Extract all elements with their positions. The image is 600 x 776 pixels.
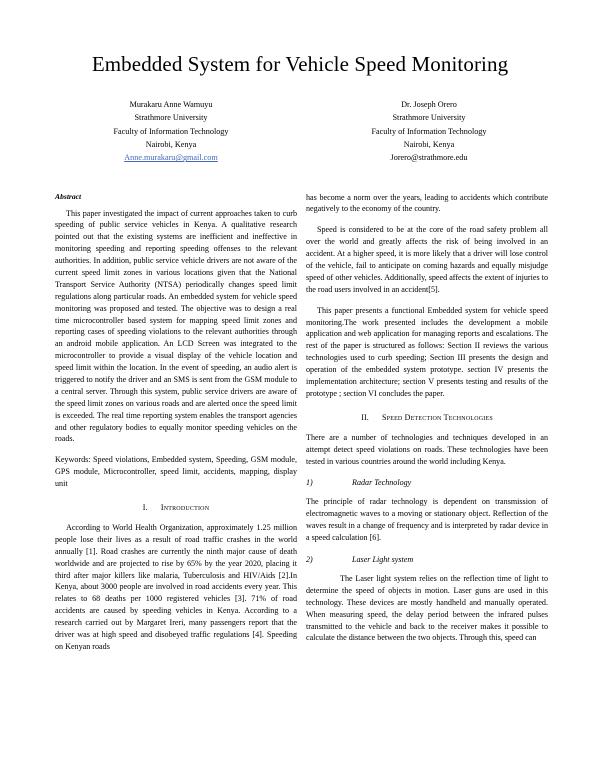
author-city: Nairobi, Kenya bbox=[403, 139, 455, 149]
page-title: Embedded System for Vehicle Speed Monitoring bbox=[91, 52, 509, 76]
technologies-paragraph: There are a number of technologies and techniques developed in an attempt detect speed violations on roads. These technologies have been tested in various countries around the world including Kenya. bbox=[306, 432, 548, 466]
keywords-text: Keywords: Speed violations, Embedded system, Speeding, GSM module, GPS module, Microcontroller, speed limit, accidents, mapping, display unit bbox=[55, 455, 297, 489]
section-number: I. bbox=[142, 503, 148, 513]
introduction-paragraph: According to World Health Organization, approximately 1.25 million people lose their lives as a result of road traffic crashes in the world annually [1]. Road crashes are currently the ninth major cause of death worldwide and are projected to rise by 65% by the year 2020, placing it third after major killers like malaria, Tuberculosis and HIV/Aids [2].In Kenya, about 3000 people are involved in road accidents every year. This relates to 68 deaths per 1000 registered vehicles [3]. 71% of road accidents are caused by speeding vehicles in Kenya. According to a research carried out by Margaret Ireri, many passengers report that the driver was at high speed and disobeyed traffic regulations [4]. Speeding on Kenyan roads bbox=[55, 523, 297, 651]
section-title: Speed Detection Technologies bbox=[382, 412, 493, 422]
section-number: II. bbox=[361, 412, 370, 422]
left-column bbox=[55, 192, 297, 662]
paper-structure-paragraph: This paper presents a functional Embedded system for vehicle speed monitoring.The work presented includes the development a mobile application and web application for managing reports and escalations. The rest of the paper is structured as follows: Section II reviews the various technologies used to curb speeding; Section III presents the design and operation of the embedded system prototype. section IV presents the implementation architecture; section V presents testing and results of the prototype ; section VI concludes the paper. bbox=[306, 305, 548, 398]
author-block-right bbox=[304, 98, 554, 164]
laser-light-paragraph: The Laser light system relies on the reflection time of light to determine the speed of objects in motion. Laser guns are used in this technology. These devices are mostly handheld and manually operated. When measuring speed, the delay period between the infrared pulses transmitted to the vehicle and back to the receiver makes it possible to calculate the distance between the two objects. Through this, speed can bbox=[306, 574, 548, 643]
author-faculty: Faculty of Information Technology bbox=[113, 126, 229, 136]
author-email-link[interactable]: Anne.murakaru@gmail.com bbox=[124, 153, 218, 163]
author-affiliation: Strathmore University bbox=[134, 113, 208, 123]
author-name: Murakaru Anne Wamuyu bbox=[129, 100, 213, 110]
subsection-number: 1) bbox=[306, 478, 313, 488]
subsection-title: Laser Light system bbox=[352, 555, 414, 565]
author-city: Nairobi, Kenya bbox=[145, 139, 197, 149]
author-block-left bbox=[46, 98, 296, 164]
author-faculty: Faculty of Information Technology bbox=[371, 126, 487, 136]
section-heading-speed-detection bbox=[306, 413, 548, 422]
subsection-heading-laser bbox=[306, 555, 548, 564]
author-list bbox=[0, 76, 600, 164]
author-name: Dr. Joseph Orero bbox=[401, 100, 457, 110]
abstract-label: Abstract bbox=[55, 191, 82, 201]
right-column bbox=[306, 192, 548, 662]
abstract-text: This paper investigated the impact of current approaches taken to curb speeding of public service vehicles in Kenya. A qualitative research pointed out that the existing systems are inefficient and ineffective in monitoring speeding and reporting speeding offenses to the relevant authorities. In addition, public service vehicle drivers are not aware of the current speed limit zones in various locations given that the National Transport Service Authority (NTSA) periodically changes speed limit regulations along particular roads. An embedded system for vehicle speed monitoring was proposed and tested. The objective was to design a real time microcontroller based system for mapping speed limit zones and reporting cases of speeding violations to the relevant authorities through an android mobile application. An LCD Screen was integrated to the microcontroller to provide a visual display of the vehicle location and speed limit within the location. In the event of speeding, an audio alert is triggered to notify the driver and an SMS is sent from the GSM module to a central server. Through this system, public service drivers are aware of the speed limit zones on various roads and are alerted once the speed limit is exceeded. The real time reporting system enables the transport agencies and other regulatory bodies to equally monitor speeding vehicles on the roads. bbox=[55, 208, 297, 444]
author-email: Jorero@strathmore.edu bbox=[390, 153, 468, 163]
continuation-paragraph: has become a norm over the years, leading to accidents which contribute negatively to the economy of the country. bbox=[306, 192, 548, 214]
section-title: Introduction bbox=[160, 503, 210, 513]
subsection-title: Radar Technology bbox=[352, 478, 412, 488]
section-heading-introduction bbox=[55, 503, 297, 512]
two-column-body bbox=[0, 165, 600, 662]
subsection-number: 2) bbox=[306, 555, 313, 565]
speed-paragraph: Speed is considered to be at the core of the road safety problem all over the world and greatly affects the risk of being involved in an accident. At a higher speed, it is more likely that a driver will lose control of the vehicle, fail to anticipate on coming hazards and equally misjudge speed of other vehicles. Additionally, speed affects the extent of injuries to the road users involved in an accident[5]. bbox=[306, 225, 548, 294]
author-affiliation: Strathmore University bbox=[392, 113, 466, 123]
subsection-heading-radar bbox=[306, 478, 548, 487]
radar-technology-paragraph: The principle of radar technology is dependent on transmission of electromagnetic waves to a moving or stationary object. Reflection of the waves result in a change of frequency and is interpreted by radar device in a speed calculation [6]. bbox=[306, 497, 548, 543]
